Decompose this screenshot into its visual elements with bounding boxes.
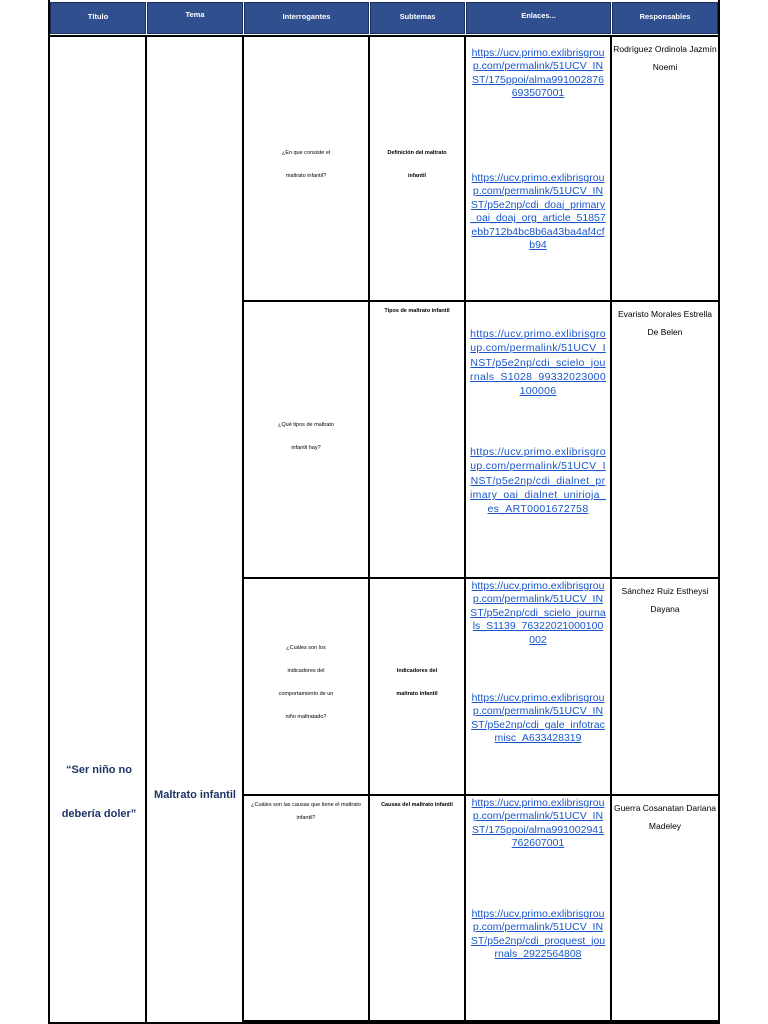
link-3[interactable]: https://ucv.primo.exlibrisgroup.com/permalink/51UCV_INST/p5e2np/cdi_scielo_journals_S1028_99332023000100006 [470,328,606,398]
link-2[interactable]: https://ucv.primo.exlibrisgroup.com/permalink/51UCV_INST/p5e2np/cdi_doaj_primary_oai_doaj_org_article_51857ebb712b4bc8b6a43ba4af4cfb94 [470,172,606,252]
responsable-line: Dayana [650,604,680,614]
responsable-line: Sánchez Ruiz Estheysi [621,586,709,596]
link-5[interactable]: https://ucv.primo.exlibrisgroup.com/permalink/51UCV_INST/p5e2np/cdi_scielo_journals_S1139_76322021000100002 [470,580,606,646]
subtema-line: Causas del maltrato infantil [381,802,453,808]
subtema-line: Tipos de maltrato infantil [384,308,450,314]
interrogante-line: infantil? [296,815,316,821]
header-titulo: Título [50,2,146,34]
subtema-line: maltrato infantil [396,691,438,697]
row-divider [242,577,720,579]
col-divider [464,35,466,1024]
header-divider [48,35,720,37]
interrogante-line: maltrato infantil? [285,173,327,179]
titulo-line-2: debería doler” [61,808,137,820]
col-divider [368,35,370,1024]
header-interrogantes: Interrogantes [244,2,369,34]
responsable-line: De Belen [647,327,683,337]
subtema-line: Definición del maltrato [387,150,447,156]
subtema-line: Indicadores del [396,668,438,674]
link-8[interactable]: https://ucv.primo.exlibrisgroup.com/permalink/51UCV_INST/p5e2np/cdi_proquest_journals_2922564808 [470,908,606,961]
header-enlaces: Enlaces... [466,2,611,34]
header-subtemas: Subtemas [370,2,465,34]
link-4[interactable]: https://ucv.primo.exlibrisgroup.com/permalink/51UCV_INST/p5e2np/cdi_dialnet_primary_oai_dialnet_unirioja_es_ART0001672758 [470,446,606,516]
titulo-line-1: “Ser niño no [66,764,132,776]
interrogante-line: ¿Cuáles son las causas que tiene el maltrato [251,802,361,808]
interrogante-line: ¿En que consiste el [281,150,331,156]
col-divider [145,35,147,1024]
interrogante-line: ¿Cuáles son los [286,645,326,651]
header-tema: Tema [147,2,243,34]
row-divider [242,300,720,302]
tema-cell: Maltrato infantil [154,789,236,801]
responsable-line: Guerra Cosanatan Dariana [613,803,717,813]
header-responsables: Responsables [612,2,718,34]
interrogante-line: infantil hay? [291,445,321,451]
col-divider [242,35,244,1024]
responsable-line: Madeley [648,821,682,831]
interrogante-line: comportamiento de un [278,691,334,697]
link-6[interactable]: https://ucv.primo.exlibrisgroup.com/permalink/51UCV_INST/p5e2np/cdi_gale_infotracmisc_A633428319 [471,692,605,745]
subtema-line: infantil [407,173,427,179]
col-divider [610,35,612,1024]
row-divider [242,1020,720,1022]
interrogante-line: niño maltratado? [285,714,327,720]
link-7[interactable]: https://ucv.primo.exlibrisgroup.com/permalink/51UCV_INST/175ppoi/alma991002941762607001 [471,797,605,850]
responsable-line: Noemi [652,62,678,72]
interrogante-line: ¿Qué tipos de maltrato [278,422,334,428]
responsable-line: Rodríguez Ordinola Jazmín [613,44,717,54]
responsable-line: Evaristo Morales Estrella [617,309,712,319]
interrogante-line: indicadores del [287,668,325,674]
link-1[interactable]: https://ucv.primo.exlibrisgroup.com/permalink/51UCV_INST/175ppoi/alma991002876693507001 [471,47,605,100]
